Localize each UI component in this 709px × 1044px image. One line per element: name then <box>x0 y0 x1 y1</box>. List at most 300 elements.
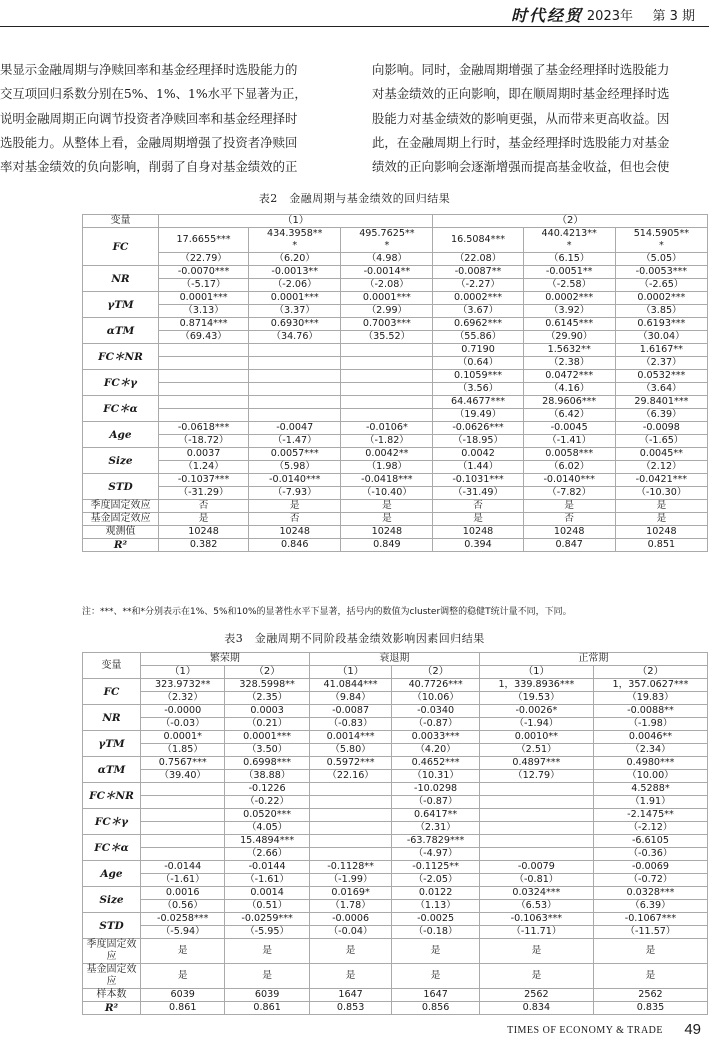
table-row <box>83 679 708 692</box>
table-cell: （3.64） <box>615 383 707 396</box>
table-cell <box>309 796 392 809</box>
variable-name-cell: αTM <box>83 757 141 783</box>
table-cell: 0.394 <box>433 539 523 552</box>
table-cell: （-2.27） <box>433 279 523 292</box>
table-cell: （-2.06） <box>249 279 341 292</box>
table-cell: （-7.93） <box>249 487 341 500</box>
table-cell: （-1.61） <box>141 874 225 887</box>
table-row <box>83 848 708 861</box>
table-cell: 0.0328*** <box>593 887 707 900</box>
table-cell <box>141 822 225 835</box>
table-row <box>83 279 708 292</box>
table-cell: 440.4213** * <box>523 228 615 253</box>
table-cell: 0.0001*** <box>159 292 249 305</box>
table-row <box>83 435 708 448</box>
table3-regression-results <box>82 652 708 1015</box>
table-cell <box>479 848 593 861</box>
table-cell: -0.0340 <box>392 705 480 718</box>
table-cell: 0.6145*** <box>523 318 615 331</box>
table-cell <box>479 783 593 796</box>
table-cell: （-1.61） <box>225 874 309 887</box>
table-cell: （6.53） <box>479 900 593 913</box>
table-row <box>83 989 708 1002</box>
table2-group1-header: （1） <box>159 215 433 228</box>
table-cell <box>141 835 225 848</box>
table-cell: -0.0144 <box>141 861 225 874</box>
table-cell: （1.24） <box>159 461 249 474</box>
table-cell: （19.83） <box>593 692 707 705</box>
table-cell: 0.846 <box>249 539 341 552</box>
table-cell: 0.0002*** <box>615 292 707 305</box>
footer-journal-english: TIMES OF ECONOMY & TRADE <box>507 1025 663 1036</box>
table-cell: （9.84） <box>309 692 392 705</box>
table-cell: -0.0014** <box>341 266 433 279</box>
table-cell: 495.7625** * <box>341 228 433 253</box>
table-cell <box>479 809 593 822</box>
table-cell: （-2.08） <box>341 279 433 292</box>
table-cell: 4.5288* <box>593 783 707 796</box>
table-row <box>83 305 708 318</box>
table-cell: 是 <box>249 500 341 513</box>
table-cell: （1.13） <box>392 900 480 913</box>
table-cell: （-2.58） <box>523 279 615 292</box>
table3-sub-header: （2） <box>392 666 480 679</box>
table-cell: -0.1128** <box>309 861 392 874</box>
table-cell <box>249 370 341 383</box>
table-cell: 0.0010** <box>479 731 593 744</box>
table-cell <box>341 396 433 409</box>
table-cell: （-0.72） <box>593 874 707 887</box>
table-cell <box>159 409 249 422</box>
table-cell: （-10.30） <box>615 487 707 500</box>
table-cell: （19.49） <box>433 409 523 422</box>
table-cell: 0.0002*** <box>523 292 615 305</box>
variable-name-cell: 季度固定效应 <box>83 500 159 513</box>
variable-name-cell: 基金固定效应 <box>83 964 141 989</box>
table-row <box>83 344 708 357</box>
table-row <box>83 874 708 887</box>
paragraph-line: 此，在金融周期上行时，基金经理择时选股能力对基金 <box>372 134 670 150</box>
table-cell: 1.6167** <box>615 344 707 357</box>
table-cell: 否 <box>523 513 615 526</box>
table-cell: 0.4980*** <box>593 757 707 770</box>
table-cell: （-0.03） <box>141 718 225 731</box>
table-cell <box>249 409 341 422</box>
variable-name-cell: R² <box>83 1002 141 1015</box>
table-cell <box>159 344 249 357</box>
table-cell: （0.64） <box>433 357 523 370</box>
table2-var-header: 变量 <box>83 215 159 228</box>
table-cell: （3.13） <box>159 305 249 318</box>
table-cell <box>159 370 249 383</box>
table-cell: 0.4652*** <box>392 757 480 770</box>
table-cell: 17.6655*** <box>159 228 249 253</box>
variable-name-cell: FC＊γ <box>83 809 141 835</box>
table-cell: 0.0001*** <box>341 292 433 305</box>
table-row <box>83 757 708 770</box>
table-cell: 10248 <box>249 526 341 539</box>
table-row <box>83 448 708 461</box>
table-cell: -0.0025 <box>392 913 480 926</box>
issue-year: 2023年 <box>586 9 633 24</box>
variable-name-cell: FC <box>83 679 141 705</box>
paragraph-line: 说明金融周期正向调节投资者净赎回率和基金经理择时 <box>0 110 298 126</box>
table-row <box>83 292 708 305</box>
table-row <box>83 770 708 783</box>
paragraph-line: 果显示金融周期与净赎回率和基金经理择时选股能力的 <box>0 62 298 77</box>
table-cell: -0.0626*** <box>433 422 523 435</box>
table-cell: 是 <box>225 964 309 989</box>
table-cell: 是 <box>479 964 593 989</box>
table-cell <box>309 822 392 835</box>
table-cell <box>479 796 593 809</box>
table-row <box>83 513 708 526</box>
variable-name-cell: 样本数 <box>83 989 141 1002</box>
table-row <box>83 383 708 396</box>
table-cell: 否 <box>249 513 341 526</box>
table-cell: -0.0421*** <box>615 474 707 487</box>
table-cell: （-2.05） <box>392 874 480 887</box>
table-cell: （2.34） <box>593 744 707 757</box>
table-cell: 10248 <box>615 526 707 539</box>
table-cell: （1.98） <box>341 461 433 474</box>
table-cell: 0.834 <box>479 1002 593 1015</box>
table-row <box>83 370 708 383</box>
table-row <box>83 318 708 331</box>
table-row <box>83 357 708 370</box>
table-cell: （2.32） <box>141 692 225 705</box>
table2-regression-results <box>82 214 708 552</box>
table-cell: 1.5632** <box>523 344 615 357</box>
table-cell: -0.0069 <box>593 861 707 874</box>
table-cell: 0.382 <box>159 539 249 552</box>
variable-name-cell: FC＊α <box>83 835 141 861</box>
table-cell: 是 <box>341 513 433 526</box>
table-cell: （-0.87） <box>392 796 480 809</box>
table-cell: （3.85） <box>615 305 707 318</box>
variable-name-cell: 基金固定效应 <box>83 513 159 526</box>
table-cell: （22.08） <box>433 253 523 266</box>
table-cell: （6.02） <box>523 461 615 474</box>
table-row <box>83 926 708 939</box>
table-cell: （6.15） <box>523 253 615 266</box>
table-cell: 0.0045** <box>615 448 707 461</box>
table-cell: 0.6193*** <box>615 318 707 331</box>
table-cell: 是 <box>141 939 225 964</box>
table-cell: 0.0058*** <box>523 448 615 461</box>
table-cell: 0.0046** <box>593 731 707 744</box>
table-row <box>83 692 708 705</box>
table-cell: （-11.57） <box>593 926 707 939</box>
table-row <box>83 228 708 253</box>
table-cell: -0.1226 <box>225 783 309 796</box>
table-cell: （-0.22） <box>225 796 309 809</box>
table-cell: （-1.98） <box>593 718 707 731</box>
table-cell: 是 <box>392 964 480 989</box>
table-row <box>83 835 708 848</box>
table-cell: （-5.17） <box>159 279 249 292</box>
issue-number: 第 3 期 <box>652 9 695 24</box>
table-cell <box>479 822 593 835</box>
table-cell <box>249 344 341 357</box>
table-cell: （5.05） <box>615 253 707 266</box>
table-cell <box>159 383 249 396</box>
table-row <box>83 500 708 513</box>
table-cell: （5.80） <box>309 744 392 757</box>
table-cell: （-2.65） <box>615 279 707 292</box>
table-cell <box>341 383 433 396</box>
table-cell: （-31.49） <box>433 487 523 500</box>
table-cell: 是 <box>615 513 707 526</box>
table-row <box>83 861 708 874</box>
table-row <box>83 539 708 552</box>
table-cell: 0.0122 <box>392 887 480 900</box>
variable-name-cell: STD <box>83 474 159 500</box>
table-cell: 0.861 <box>225 1002 309 1015</box>
table-cell: -0.0088** <box>593 705 707 718</box>
table3-sub-header: （2） <box>593 666 707 679</box>
table-cell: 是 <box>392 939 480 964</box>
table3-sub-header: （1） <box>479 666 593 679</box>
table-cell: （30.04） <box>615 331 707 344</box>
table-cell: （2.38） <box>523 357 615 370</box>
table-cell: 0.0033*** <box>392 731 480 744</box>
table-cell: 64.4677*** <box>433 396 523 409</box>
table-cell: 0.6417** <box>392 809 480 822</box>
table3-period-recession: 衰退期 <box>309 653 479 666</box>
table-row <box>83 731 708 744</box>
variable-name-cell: γTM <box>83 292 159 318</box>
table-cell: （6.20） <box>249 253 341 266</box>
table-cell: （-31.29） <box>159 487 249 500</box>
table-cell: 0.5972*** <box>309 757 392 770</box>
table-cell: （-2.12） <box>593 822 707 835</box>
paragraph-line: 选股能力。从整体上看，金融周期增强了投资者净赎回 <box>0 134 298 150</box>
table-cell: （2.31） <box>392 822 480 835</box>
table-cell: -0.0026* <box>479 705 593 718</box>
variable-name-cell: αTM <box>83 318 159 344</box>
table-cell: -0.0259*** <box>225 913 309 926</box>
table-cell: -0.0618*** <box>159 422 249 435</box>
table-cell: 10248 <box>341 526 433 539</box>
table-cell: -0.0053*** <box>615 266 707 279</box>
paragraph-line: 率对基金绩效的负向影响，削弱了自身对基金绩效的正 <box>0 159 298 175</box>
table-cell: 是 <box>593 939 707 964</box>
table-cell: 0.0037 <box>159 448 249 461</box>
table-cell: 0.861 <box>141 1002 225 1015</box>
table-cell: （-5.95） <box>225 926 309 939</box>
table-cell: 0.7003*** <box>341 318 433 331</box>
table-cell: -0.0051** <box>523 266 615 279</box>
table-cell <box>309 848 392 861</box>
table-cell: 0.0016 <box>141 887 225 900</box>
table-cell: -0.0087 <box>309 705 392 718</box>
table-cell: -2.1475** <box>593 809 707 822</box>
table-row <box>83 396 708 409</box>
table-row <box>83 705 708 718</box>
variable-name-cell: Size <box>83 448 159 474</box>
table-cell: 2562 <box>593 989 707 1002</box>
right-column-text <box>372 58 707 179</box>
table-cell: 0.847 <box>523 539 615 552</box>
table-cell: 0.0472*** <box>523 370 615 383</box>
table-cell: 10248 <box>433 526 523 539</box>
table-cell: -0.0140*** <box>249 474 341 487</box>
table-cell: -0.1037*** <box>159 474 249 487</box>
table-cell <box>341 409 433 422</box>
variable-name-cell: NR <box>83 705 141 731</box>
table-cell: （-4.97） <box>392 848 480 861</box>
table-row <box>83 783 708 796</box>
table-cell: 0.851 <box>615 539 707 552</box>
table-cell: （2.66） <box>225 848 309 861</box>
paragraph-line: 对基金绩效的正向影响，即在顺周期时基金经理择时选 <box>372 86 670 102</box>
table-row <box>83 887 708 900</box>
left-column-text <box>0 58 336 179</box>
table-cell: 6039 <box>141 989 225 1002</box>
table-row <box>83 409 708 422</box>
table-cell: （-1.65） <box>615 435 707 448</box>
table-cell: -0.0098 <box>615 422 707 435</box>
table-cell <box>159 357 249 370</box>
table-cell: 0.856 <box>392 1002 480 1015</box>
table-row <box>83 331 708 344</box>
paragraph-line: 股能力对基金绩效的影响更强，从而带来更高收益。因 <box>372 110 670 126</box>
table-cell: 0.835 <box>593 1002 707 1015</box>
table-row <box>83 526 708 539</box>
table-row <box>83 900 708 913</box>
table-cell: （55.86） <box>433 331 523 344</box>
table-row <box>83 422 708 435</box>
table-cell: 是 <box>309 964 392 989</box>
table2-group2-header: （2） <box>433 215 708 228</box>
table-cell: （22.16） <box>309 770 392 783</box>
table-cell: （34.76） <box>249 331 341 344</box>
table-cell: （2.35） <box>225 692 309 705</box>
table-cell: 10248 <box>523 526 615 539</box>
table-cell: （-1.82） <box>341 435 433 448</box>
variable-name-cell: R² <box>83 539 159 552</box>
table-cell: -0.1063*** <box>479 913 593 926</box>
table3-period-boom: 繁荣期 <box>141 653 310 666</box>
table-cell: （-10.40） <box>341 487 433 500</box>
table3-sub-header: （2） <box>225 666 309 679</box>
table-cell: 41.0844*** <box>309 679 392 692</box>
page-number: 49 <box>684 1021 701 1038</box>
table-cell: 1647 <box>392 989 480 1002</box>
table-cell: （-1.94） <box>479 718 593 731</box>
journal-title: 时代经贸 <box>510 6 583 25</box>
table-cell: -0.0006 <box>309 913 392 926</box>
table-cell: （19.53） <box>479 692 593 705</box>
table-row <box>83 1002 708 1015</box>
table3-caption: 表3 金融周期不同阶段基金绩效影响因素回归结果 <box>224 632 485 645</box>
table-cell: （-18.72） <box>159 435 249 448</box>
table-cell: -0.0070*** <box>159 266 249 279</box>
table-row <box>83 253 708 266</box>
table-cell: （-0.81） <box>479 874 593 887</box>
table-cell: -0.0106* <box>341 422 433 435</box>
table3-period-normal: 正常期 <box>479 653 707 666</box>
table-cell: 0.0324*** <box>479 887 593 900</box>
table-cell <box>249 357 341 370</box>
paragraph-line: 绩效的正向影响会逐渐增强而提高基金收益，但也会使 <box>372 159 670 175</box>
table-cell <box>141 796 225 809</box>
table-cell: 0.6998*** <box>225 757 309 770</box>
table-cell: -6.6105 <box>593 835 707 848</box>
table-cell: 10248 <box>159 526 249 539</box>
table-cell: （1.85） <box>141 744 225 757</box>
table-cell: 1，339.8936*** <box>479 679 593 692</box>
table-row <box>83 964 708 989</box>
table-cell: 29.8401*** <box>615 396 707 409</box>
table-cell: 0.7567*** <box>141 757 225 770</box>
table-cell: -0.1031*** <box>433 474 523 487</box>
table-cell: 16.5084*** <box>433 228 523 253</box>
table-cell: （-11.71） <box>479 926 593 939</box>
table-cell: 0.0042 <box>433 448 523 461</box>
table-cell: （3.67） <box>433 305 523 318</box>
table-cell: 否 <box>433 500 523 513</box>
table-row <box>83 744 708 757</box>
table-cell: 328.5998** <box>225 679 309 692</box>
table-cell: 28.9606*** <box>523 396 615 409</box>
table-cell: （3.92） <box>523 305 615 318</box>
table-cell: 0.0001*** <box>225 731 309 744</box>
table-cell: （2.37） <box>615 357 707 370</box>
table-cell <box>479 835 593 848</box>
table-cell: （-7.82） <box>523 487 615 500</box>
table-cell: 0.0057*** <box>249 448 341 461</box>
table-cell: （-1.41） <box>523 435 615 448</box>
table-cell: （-0.36） <box>593 848 707 861</box>
variable-name-cell: FC <box>83 228 159 266</box>
table-cell: （10.00） <box>593 770 707 783</box>
table-cell: -0.1067*** <box>593 913 707 926</box>
table-cell: 0.0520*** <box>225 809 309 822</box>
table-cell: 0.853 <box>309 1002 392 1015</box>
table-row <box>83 913 708 926</box>
table-cell: 0.0001* <box>141 731 225 744</box>
table-cell: 1，357.0627*** <box>593 679 707 692</box>
table-cell: 6039 <box>225 989 309 1002</box>
table-row <box>83 474 708 487</box>
table-cell: 0.0014 <box>225 887 309 900</box>
table-cell: 0.6930*** <box>249 318 341 331</box>
table-cell: 0.0014*** <box>309 731 392 744</box>
table-cell: （0.51） <box>225 900 309 913</box>
table-cell: 1647 <box>309 989 392 1002</box>
table-cell: -0.0258*** <box>141 913 225 926</box>
table-cell: 0.0001*** <box>249 292 341 305</box>
table-cell: （-1.47） <box>249 435 341 448</box>
table-row <box>83 796 708 809</box>
table-cell: （3.37） <box>249 305 341 318</box>
table2-caption: 表2 金融周期与基金绩效的回归结果 <box>258 192 451 205</box>
table-row <box>83 718 708 731</box>
table-cell: 0.0003 <box>225 705 309 718</box>
table-cell: 434.3958** * <box>249 228 341 253</box>
variable-name-cell: NR <box>83 266 159 292</box>
table-cell <box>141 783 225 796</box>
table-cell: （0.21） <box>225 718 309 731</box>
table-cell: 40.7726*** <box>392 679 480 692</box>
variable-name-cell: Age <box>83 422 159 448</box>
table-cell: 323.9732** <box>141 679 225 692</box>
table-cell: （-5.94） <box>141 926 225 939</box>
table-cell <box>341 370 433 383</box>
table-cell: 是 <box>141 964 225 989</box>
